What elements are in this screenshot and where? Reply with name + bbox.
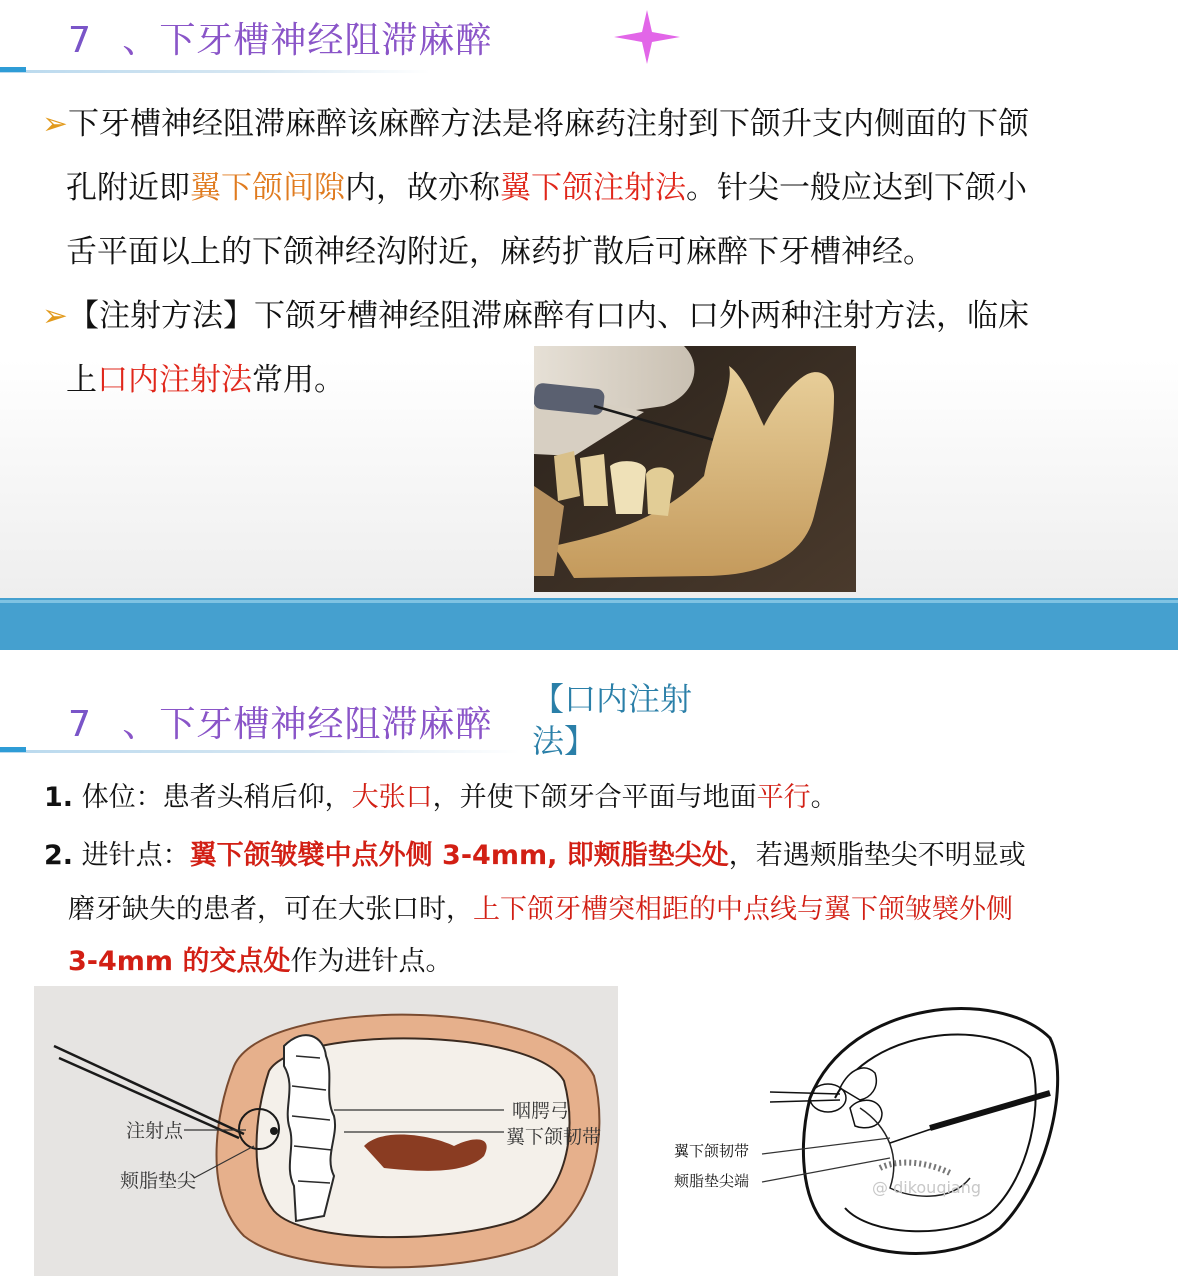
title-accent [0,747,26,752]
slide-1-title [68,12,492,63]
highlight-term: 大张口 [351,782,433,813]
label-fat-pad-tip-right: 颊脂垫尖端 [674,1172,750,1190]
slide-2-title-text: 、下牙槽神经阻滞麻醉 [122,704,493,745]
highlight-term: 口内注射法 [97,362,252,398]
paragraph-1-line-1: 下牙槽神经阻滞麻醉该麻醉方法是将麻药注射到下颌升支内侧面的下颌 [67,106,1029,142]
list-item-2-line-2 [68,884,1013,936]
slide-divider [0,598,1178,650]
highlight-term: 上下颌牙槽突相距的中点线与翼下颌皱襞外侧 [473,894,1013,925]
highlight-term: 翼下颌注射法 [500,170,686,206]
oral-diagram-left [34,986,618,1276]
list-number: 1. [44,782,74,813]
paragraph-2-line-1: 【注射方法】下颌牙槽神经阻滞麻醉有口内、口外两种注射方法，临床 [67,298,1029,334]
label-pterygomandibular-ligament: 翼下颌韧带 [506,1126,602,1148]
list-item-2-line-3 [68,936,452,988]
text: 体位：患者头稍后仰， [73,782,352,813]
text: 孔附近即 [66,170,190,206]
text: 磨牙缺失的患者，可在大张口时， [68,894,473,925]
text: 内，故亦称 [345,170,500,206]
sparkle-icon [612,8,682,66]
oral-diagram-right [650,978,1070,1278]
subtitle-line-1: 【口内注射 [532,680,693,718]
text: 。针尖一般应达到下颌小 [686,170,1027,206]
bullet-arrow-icon: ➢ [42,298,68,334]
bullet-arrow-icon: ➢ [42,106,68,142]
slide-2-title-number: 7 [68,704,92,745]
text: ，并使下颌牙合平面与地面 [432,782,757,813]
slide-2 [0,650,1178,1280]
text: 作为进针点。 [290,946,453,977]
text: 。 [810,782,838,813]
mandible-injection-photo [534,346,856,592]
label-fat-pad-tip: 颊脂垫尖 [120,1170,197,1192]
title-underline [0,70,430,73]
label-injection-point: 注射点 [126,1120,184,1142]
mouth-sketch-illustration [650,978,1070,1278]
text: 进针点： [73,840,190,871]
list-item-1 [44,772,838,824]
slide-1 [0,0,1178,598]
paragraph-1-line-3: 舌平面以上的下颌神经沟附近，麻药扩散后可麻醉下牙槽神经。 [66,234,934,270]
watermark-text: @ dikouqiang [872,1178,982,1197]
slide-2-subtitle [532,678,692,762]
slide-1-title-number: 7 [68,20,92,61]
highlight-term: 3-4mm 的交点处 [68,946,291,977]
text: 常用。 [252,362,345,398]
label-palatopharyngeal-arch: 咽腭弓 [512,1100,570,1122]
slide-1-title-text: 、下牙槽神经阻滞麻醉 [122,20,493,61]
label-pterygomandibular-ligament-right: 翼下颌韧带 [674,1142,750,1160]
highlight-term: 翼下颌皱襞中点外侧 3-4mm, 即颊脂垫尖处 [189,840,729,871]
paragraph-1 [42,92,1152,284]
highlight-term: 翼下颌间隙 [190,170,345,206]
highlight-term: 平行 [756,782,811,813]
slide-divider-highlight [0,600,1178,603]
slide-2-title [68,696,492,747]
text: 上 [66,362,97,398]
subtitle-line-2: 法】 [532,722,597,760]
list-number: 2. [44,840,74,871]
title-underline [0,750,520,753]
title-accent [0,67,26,72]
list-item-2 [44,830,1026,882]
text: ，若遇颊脂垫尖不明显或 [728,840,1026,871]
